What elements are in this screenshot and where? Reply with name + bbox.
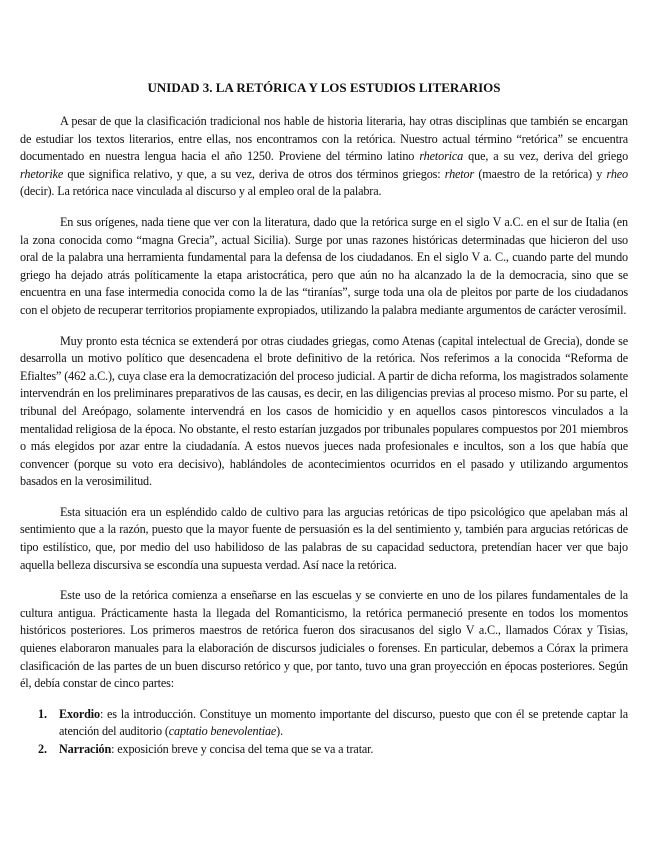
paragraph-5: Este uso de la retórica comienza a enseñarse en las escuelas y se convierte en uno de los pilares fundamentales de la cultura antigua. Prácticamente hasta la llegada del Romanticismo, la retórica permaneció presente en todos los momentos históricos posteriores. Los primeros maestros de retórica fueron dos siracusanos del siglo V a.C., llamados Córax y Tisias, quienes elaboraron manuales para la elaboración de discursos judiciales o forenses. En particular, debemos a Córax la primera clasificación de las partes de un buen discurso retórico y que, por tanto, tuvo una gran proyección en épocas posteriores. Según él, debía constar de cinco partes: <box>20 588 628 691</box>
list-item-narracion: 2. Narración: exposición breve y concisa del tema que se va a tratar. <box>20 741 628 759</box>
page-title: UNIDAD 3. LA RETÓRICA Y LOS ESTUDIOS LITERARIOS <box>147 80 501 95</box>
italic-term: captatio benevolentiae <box>168 724 277 739</box>
paragraph-3: Muy pronto esta técnica se extenderá por otras ciudades griegas, como Atenas (capital intelectual de Grecia), donde se desarrolla un motivo político que desencadena el brote definitivo de la retórica. Nos referimos a la conocida “Reforma de Efialtes” (462 a.C.), cuya clase era la democratización del proceso judicial. A partir de dicha reforma, los magistrados solamente intervendrán en los preliminares preparativos de las causas, es decir, en las diligencias previas al proceso mismo. Por su parte, el tribunal del Areópago, solamente intervendrá en los casos de homicidio y en aquellos casos pintorescos vinculados a la mentalidad religiosa de la época. No obstante, el resto estarían juzgados por tribunales populares compuestos por 201 miembros o más elegidos por azar entre la ciudadanía. A estos nuevos jueces nada profesionales e incultos, son a los que había que convencer (porque su voto era decisivo), hablándoles de acontecimientos ocurridos en el pasado y utilizando argumentos basados en la verosimilitud. <box>20 333 628 489</box>
italic-term: rhetorica <box>419 149 464 164</box>
paragraph-4: Esta situación era un espléndido caldo de cultivo para las argucias retóricas de tipo psicológico que apelaban más al sentimiento que a la razón, puesto que la mayor fuente de persuasión es la del sentimiento y, también para argucias retóricas de tipo estilístico, que, por medio del uso habilidoso de las palabras de su capacidad seductora, pretendían hacer ver que bajo aquella belleza discursiva se escondía una supuesta verdad. Así nace la retórica. <box>20 504 628 572</box>
list-item-exordio: 1. Exordio: es la introducción. Constituye un momento importante del discurso, puesto que con él se pretende captar la atención del auditorio (captatio benevolentiae). <box>38 706 628 739</box>
italic-term: rhetor <box>444 166 475 181</box>
document-page <box>20 80 628 759</box>
numbered-list <box>20 706 628 759</box>
paragraph-2: En sus orígenes, nada tiene que ver con la literatura, dado que la retórica surge en el siglo V a.C. en el sur de Italia (en la zona conocida como “magna Grecia”, actual Sicilia). Surge por unas razones históricas determinadas que hicieron del uso oral de la palabra una herramienta fundamental para la defensa de los ciudadanos. En el siglo V a. C., cuando parte del mundo griego ha dejado atrás políticamente la etapa aristocrática, pero que aún no ha alcanzado la de la democracia, sino que se encuentra en una fase intermedia conocida como la de las “tiranías”, surge toda una ola de pleitos por parte de los ciudadanos con el objeto de recuperar territorios propiamente expropiados, utilizando la palabra mediante argumentos de carácter verosímil. <box>20 214 628 317</box>
list-number: 1. <box>38 706 47 721</box>
italic-term: rhetorike <box>20 166 64 181</box>
paragraph-1: A pesar de que la clasificación tradicional nos hable de historia literaria, hay otras disciplinas que también se encargan de estudiar los textos literarios, entre ellas, nos encontramos con la retórica. Nuestro actual término “retórica” se encuentra documentado en nuestra lengua hacia el año 1250. Proviene del término latino rhetorica que, a su vez, deriva del griego rhetorike que significa relativo, y que, a su vez, deriva de otros dos términos griegos: rhetor (maestro de la retórica) y rheo (decir). La retórica nace vinculada al discurso y al empleo oral de la palabra. <box>20 114 629 199</box>
list-term: Exordio <box>59 706 100 721</box>
list-term: Narración <box>59 742 112 756</box>
list-number: 2. <box>38 742 47 756</box>
italic-term: rheo <box>606 166 628 181</box>
